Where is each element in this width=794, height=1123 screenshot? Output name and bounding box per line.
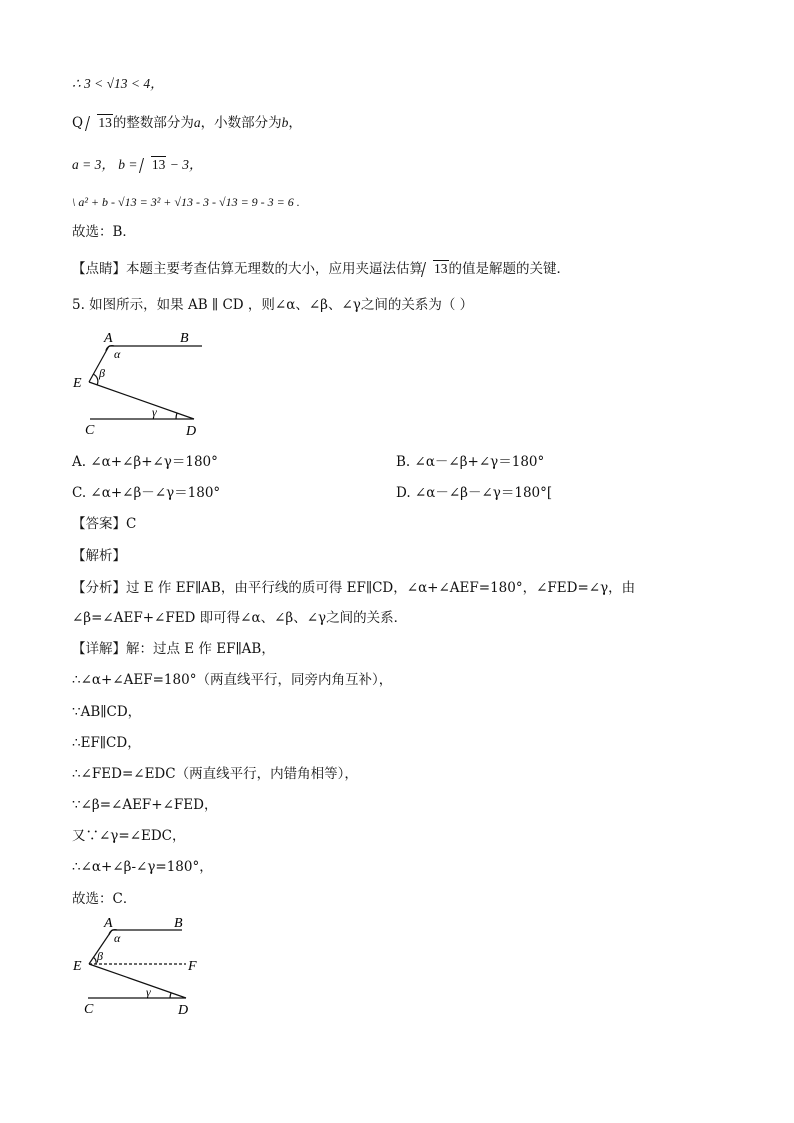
label-beta: β: [99, 366, 105, 380]
gamma-arc: [176, 413, 177, 419]
fenxi-line-2: ∠β=∠AEF+∠FED 即可得∠α、∠β、∠γ之间的关系．: [72, 610, 408, 626]
option-d: D. ∠α－∠β－∠γ＝180°[: [396, 485, 553, 501]
line-ed: [89, 382, 194, 419]
label-beta: β: [97, 949, 103, 963]
label-a: A: [104, 916, 113, 931]
step-5: ∵∠β=∠AEF+∠FED，: [72, 797, 218, 813]
line-ed: [89, 964, 186, 998]
beta-arc: [93, 957, 96, 964]
solution-line-2: Q 13的整数部分为a，小数部分为b，: [72, 115, 302, 131]
label-f: F: [188, 959, 197, 974]
step-1: ∴∠α+∠AEF=180°（两直线平行，同旁内角互补），: [72, 672, 393, 688]
step-7: ∴∠α+∠β-∠γ=180°，: [72, 859, 213, 875]
option-a: A. ∠α+∠β+∠γ＝180°: [72, 454, 218, 470]
option-b: B. ∠α－∠β+∠γ＝180°: [396, 454, 545, 470]
label-c: C: [85, 423, 95, 438]
dianjing-line: 【点睛】本题主要考查估算无理数的大小，应用夹逼法估算 13的值是解题的关键．: [72, 261, 570, 277]
label-gamma: γ: [146, 985, 151, 999]
label-d: D: [178, 1003, 189, 1018]
label-a: A: [104, 331, 113, 346]
label-alpha: α: [114, 347, 121, 361]
sqrt-13: 13: [141, 155, 167, 175]
step-8: 故选：C．: [72, 891, 137, 907]
solution-line-3: a = 3， b = 13 − 3，: [72, 155, 203, 175]
sqrt-13: 13: [423, 259, 449, 279]
figure-1: [70, 326, 210, 441]
label-e: E: [73, 376, 82, 391]
label-d: D: [186, 424, 197, 439]
figure-2: [70, 912, 215, 1022]
option-c: C. ∠α+∠β－∠γ＝180°: [72, 485, 221, 501]
analysis-tag: 【解析】: [72, 548, 126, 564]
label-b: B: [174, 916, 183, 931]
step-2: ∵AB∥CD，: [72, 704, 142, 720]
step-3: ∴EF∥CD，: [72, 735, 141, 751]
gamma-arc: [170, 993, 171, 998]
label-gamma: γ: [152, 405, 157, 419]
solution-line-5: 故选：B．: [72, 224, 136, 240]
answer-line: 【答案】C: [72, 516, 137, 532]
label-b: B: [180, 331, 189, 346]
label-c: C: [84, 1002, 94, 1017]
solution-line-4: \ a² + b - √13 = 3² + √13 - 3 - √13 = 9 - 3 = 6 .: [72, 195, 300, 209]
fenxi-line-1: 【分析】过 E 作 EF∥AB，由平行线的质可得 EF∥CD，∠α+∠AEF=180°，∠FED=∠γ，由: [72, 580, 636, 596]
solution-line-1: ∴ 3 < √13 < 4，: [72, 76, 164, 91]
label-alpha: α: [114, 931, 121, 945]
step-6: 又∵∠γ=∠EDC，: [72, 828, 186, 844]
step-4: ∴∠FED=∠EDC（两直线平行，内错角相等），: [72, 766, 358, 782]
question-stem: 5. 如图所示，如果 AB ∥ CD ，则∠α、∠β、∠γ之间的关系为（ ）: [72, 297, 474, 313]
sqrt-13: 13: [87, 113, 113, 133]
label-e: E: [73, 959, 82, 974]
xiangjie-line: 【详解】解：过点 E 作 EF∥AB，: [72, 641, 275, 657]
